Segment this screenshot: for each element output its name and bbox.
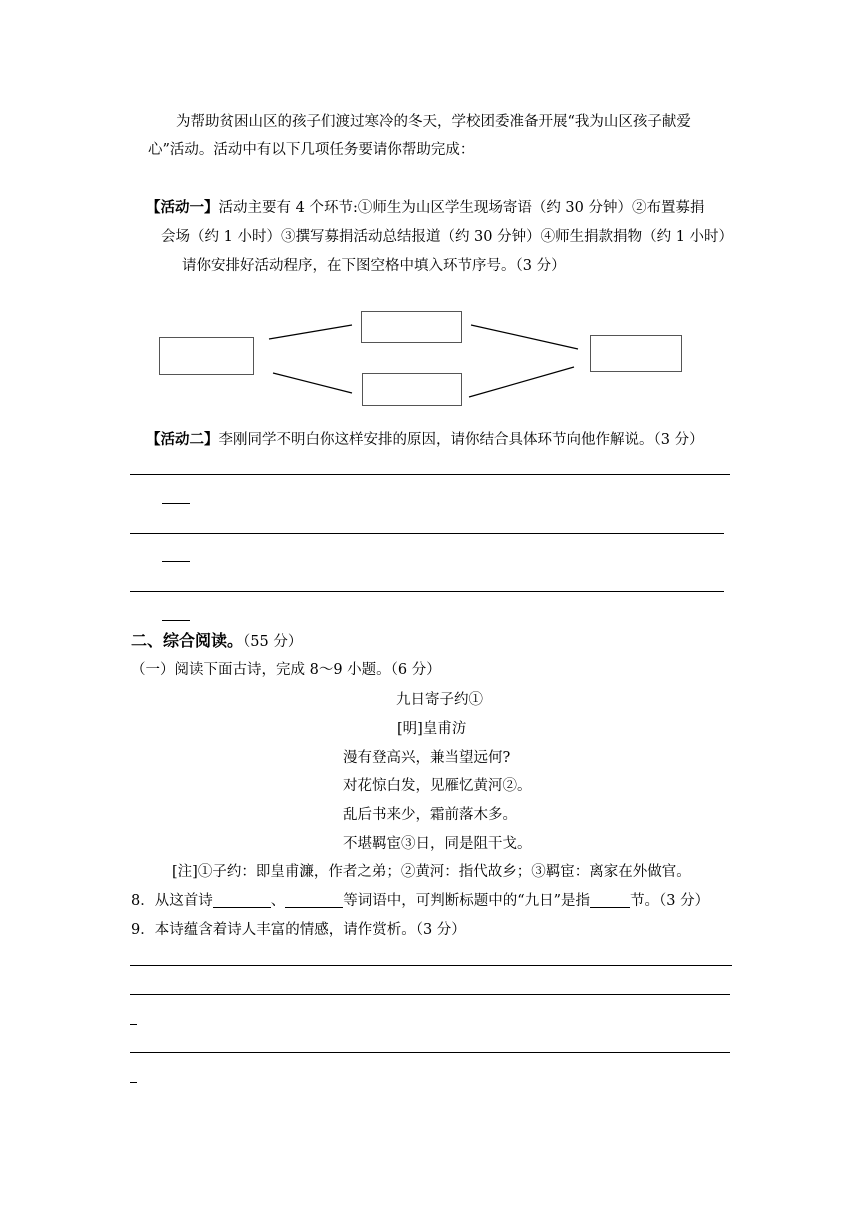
section-2-title: 二、综合阅读。 [131,631,244,650]
question-8-blank-2[interactable] [285,893,343,908]
answer-line-1-continuation [162,503,190,504]
activity-2-label: 【活动二】 [146,431,219,448]
answer-line-1[interactable] [130,474,730,475]
subsection-1-heading: （一）阅读下面古诗，完成 8～9 小题。（6 分） [131,662,441,678]
question-8-part-b: 、 [270,893,286,909]
poem-line-4: 不堪羁宦③日，同是阻干戈。 [343,836,532,852]
flow-box-step-1[interactable] [159,337,254,375]
flow-box-step-2-top[interactable] [361,311,462,343]
question-8-part-c: 等词语中，可判断标题中的“九日”是指 [343,893,591,909]
flow-box-step-2-bottom[interactable] [362,373,462,406]
poem-title: 九日寄子约① [396,692,483,708]
q9-answer-line-3-continuation [130,1082,137,1083]
section-2-score: （55 分） [243,634,303,650]
activity-1-line-2: 会场（约 1 小时）③撰写募捐活动总结报道（约 30 分钟）④师生捐款捐物（约 1 小时） [161,229,734,245]
q9-answer-line-2-continuation [130,1024,137,1025]
activity-2-line [146,430,704,450]
activity-1-label: 【活动一】 [146,199,219,216]
question-8 [131,891,709,911]
activity-2-text: 李刚同学不明白你这样安排的原因，请你结合具体环节向他作解说。（3 分） [218,432,704,448]
q9-answer-line-3[interactable] [130,1052,730,1053]
answer-line-2[interactable] [130,533,724,534]
question-8-part-a: 8．从这首诗 [131,893,213,909]
answer-line-3-continuation [162,620,190,621]
activity-1-line-3: 请你安排好活动程序，在下图空格中填入环节序号。（3 分） [182,258,566,274]
question-8-blank-1[interactable] [213,893,271,908]
poem-line-1: 漫有登高兴，兼当望远何? [343,750,511,766]
q9-answer-line-2[interactable] [130,994,730,995]
q9-answer-line-1[interactable] [130,965,732,966]
poem-note: [注]①子约：即皇甫濂，作者之弟；②黄河：指代故乡；③羁宦：离家在外做官。 [172,864,691,880]
poem-author: [明]皇甫汸 [397,721,467,737]
intro-line-1: 为帮助贫困山区的孩子们渡过寒冷的冬天，学校团委准备开展“我为山区孩子献爱 [176,114,691,130]
flow-connector-lines [0,0,860,420]
flow-box-step-3[interactable] [590,335,682,372]
answer-line-2-continuation [162,561,190,562]
question-8-blank-3[interactable] [590,893,630,908]
question-8-part-d: 节。（3 分） [630,893,710,909]
activity-1-text-1: 活动主要有 4 个环节:①师生为山区学生现场寄语（约 30 分钟）②布置募捐 [218,200,705,216]
intro-line-2: 心”活动。活动中有以下几项任务要请你帮助完成： [148,142,475,158]
answer-line-3[interactable] [130,591,724,592]
poem-line-3: 乱后书来少，霜前落木多。 [343,807,517,823]
question-9: 9．本诗蕴含着诗人丰富的情感，请作赏析。（3 分） [131,922,466,938]
section-2-heading [131,631,302,652]
poem-line-2: 对花惊白发，见雁忆黄河②。 [343,778,532,794]
